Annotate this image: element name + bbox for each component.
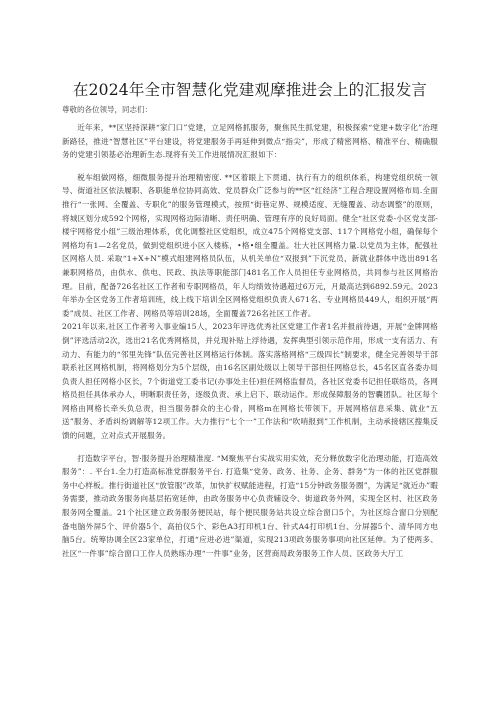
document-body	[62, 121, 438, 560]
paragraph-digital-platform: 打造数字平台，智·服务提升治理精准度. “M聚焦平台实战实用实效，充分释放数字化治理动能，打造高效服务”：. 平台1.全力打造高标准党群服务平台. 打造集“党务、政务、社务、企务、群务”为一体的社区党群服务中心样板。推行街道社区“放管服”改革，加快扩权赋能进程，打造“15分钟政务服务圈”，为满足“就近办”暇务需要，推动政务服务向基层拓宽延伸，由政务服务中心负责辅设令、街道政务外网，实现全区村、社区政务服务网全覆盖。21个社区建立政务服务便民站，每个便民服务站共设立综合窗口5个，为社区综合窗口分别配备电脑外屏5个、评价器5个、高拍仪5个、彩色A3打印机1台、针式A4打印机1台、分屏器5个、清华同方电脑5台。统筹协调全区23家单位，打通“应进必进”渠道，实现213项政务服务事项向社区延伸。为了使两多、社区“一件事”综合窗口工作人员熟练办理“一件事”业务，区营商局政务服务工作人员、区政务大厅工	[62, 453, 438, 558]
paragraph-intro: 近年来，**区坚持深耕“家门口”党建，立足网格抓服务，聚焦民生抓党建，积极探索“党建+数字化”治理新路径，推进“智慧社区”平台建设，将党建服务手再延伸到微点“指尖”，形成了精密网格、精准平台、精确服务的党建引领基必治理新生态.现将有关工作进展情况汇报如下：	[62, 123, 438, 160]
paragraph-grid-organization: 税车组做网格，细微服务提升治理精密度. **区着眼上下贯通、执行有力的组织体系，构建党组织统一领导、街道社区依法履职、各职能单位协同高效、党员群众广泛参与的**区“红经济”工程合理设置网格布局.全面推行“一张网、全覆盖、专职化”的服务管理模式，按照“街巷定界、规模适度、无缝覆盖、动态调整”的原则，将城区划分成592个网格，实现网格边际清晰、责任明确、管理有序的良好局面。健全“社区党委-小区党支部-楼宇网格党小组”三级治理体系，优化调整社区党组织，成立475个网格党支部、117个网格党小组，确保每个网格均有1—2名党员，做到党组织进小区入楼栋，•格•组全覆盖。壮大社区网格力量.以党员为主体，配强社区网格人员. 采取“1+X+N”模式组建网格员队伍，从机关单位“双报到”下沉党员、新就业群体中选出891名兼职网格员，由供水、供电、民政、执法等职能部门481名工作人员担任专业网格员，共同参与社区网格治理。目前，配备726名社区工作者和专职网格员，年人均绩效待遇超过6万元，月最高达到6892.59元。2023年举办全区党务工作者培训班，线上线下培训全区网格党组织负责人671名、专业网格员449人，组织开展“两委”成员、社区工作者、网格员等培训28场，全面覆盖726名社区工作者。	[62, 172, 438, 318]
salutation: 尊敬的各位领导，同志们：	[62, 105, 152, 114]
document-title: 在2024年全市智慧化党建观摩推进会上的汇报发言	[72, 81, 428, 99]
paragraph-grid-mechanism: 2021年以来,社区工作者考入事业编15人，2023年评选优秀社区党建工作者1名并报前待遇，开展“金牌网格倒”评选活动2次，选出21名优秀网格员，并兑现补贴上浮待遇，发挥典型引领示范作用，形成一支有活力、有动力、有能力的“邻里先锋”队伍完善社区网格运行体制。落实落格网格“三级四长”制要求，健全完善领导干部联系社区网格机制，将网格划分为5个层级，由16名区副处级以上领导干部担任网格总长，45名区直各委办局负责人担任网格小区长，7个街道党工委书记(办事处主任)担任网格监督员，各社区党委书记担任联络员，各网格员担任具体承办人，明晰职责任务，逐级负责、承上启下、联动运作。形成保障服务的智囊团队。社区每个网格由网格长牵头负总责，担当服务群众的主心骨，网格m在网格长带领下，开展网格信息采集、就业“五送”服务、矛盾纠纷调解等12项工作。大力推行“七个一”工作法和“吹哨报到”工作机制，主动承接辖区搜集反馈的问题，立对点式开展服务。	[62, 322, 438, 441]
